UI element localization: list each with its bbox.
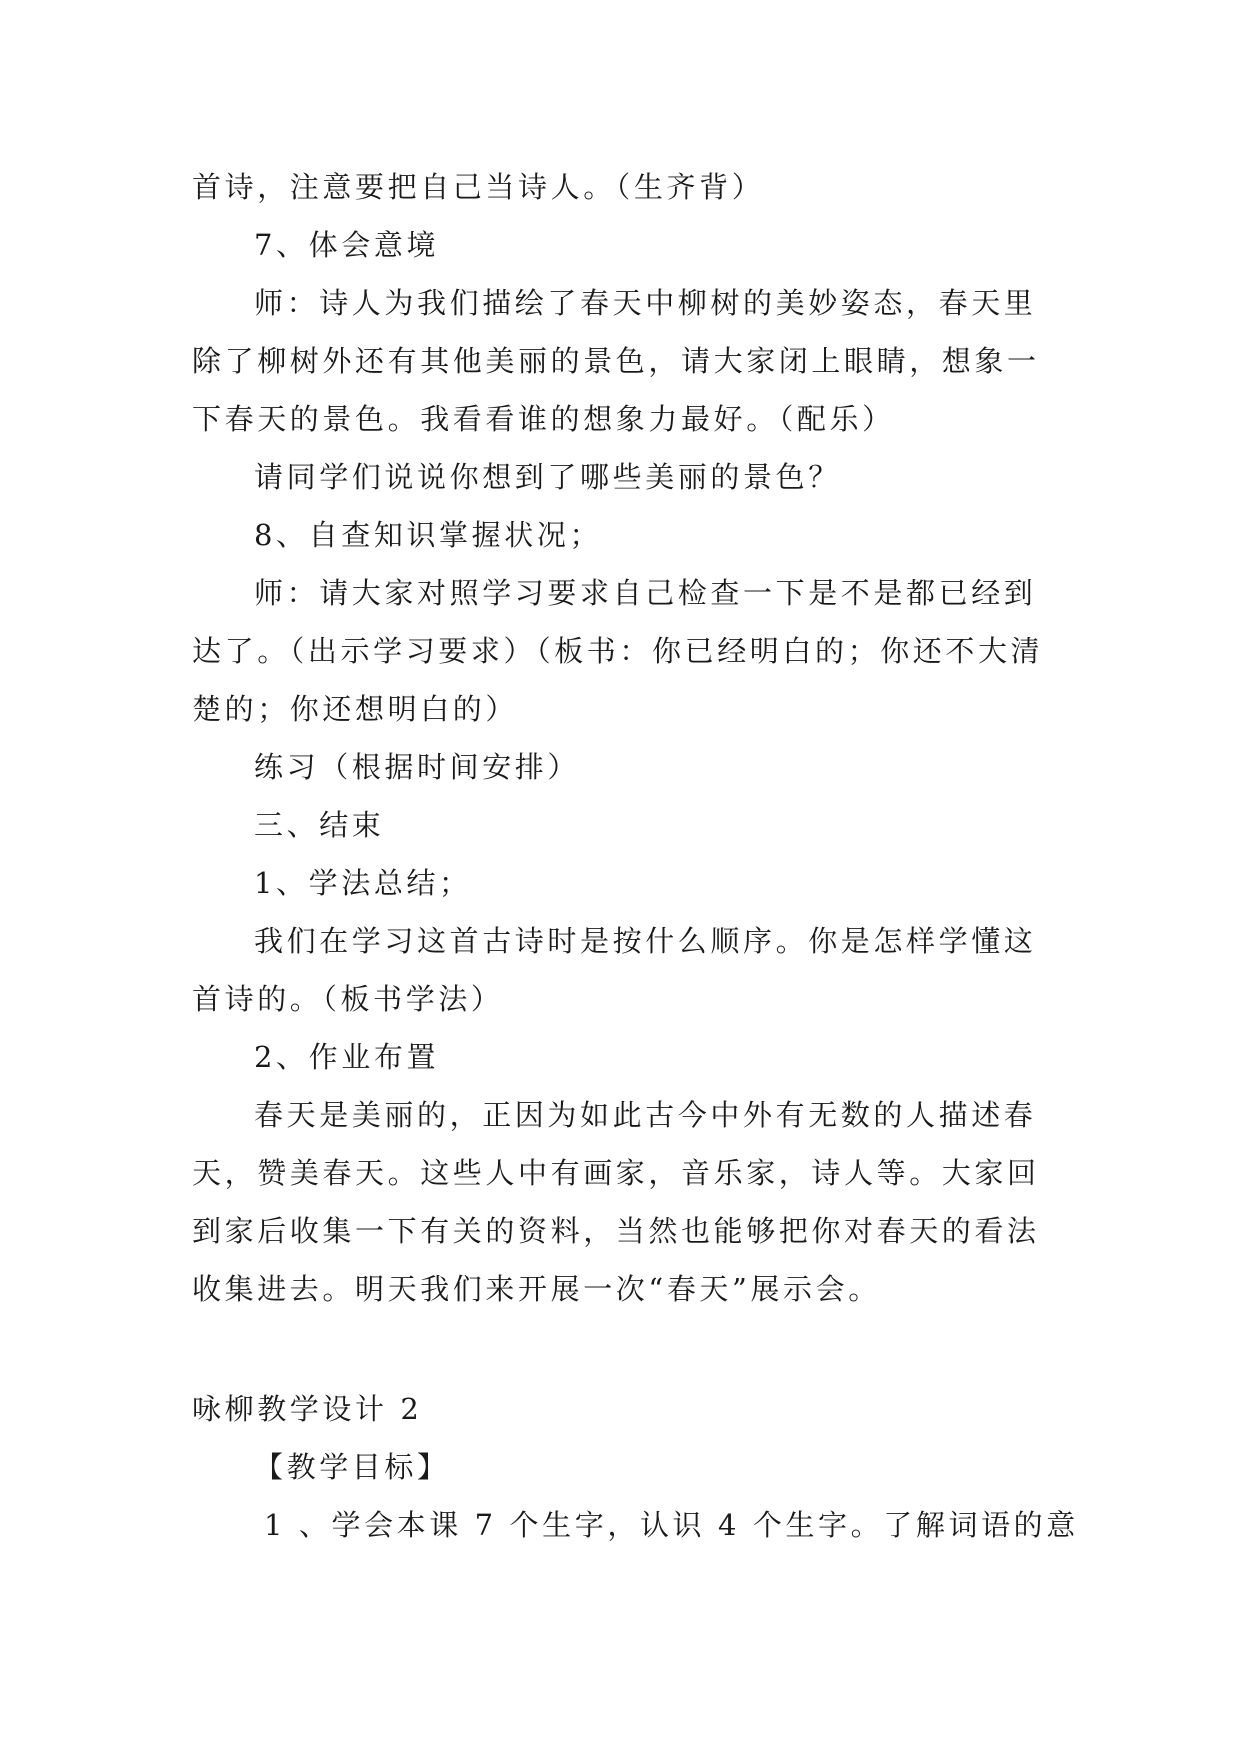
text-line: 8、自查知识掌握状况；	[254, 518, 603, 552]
text-line: 下春天的景色。我看看谁的想象力最好。（配乐）	[192, 402, 895, 436]
text-line: 除了柳树外还有其他美丽的景色，请大家闭上眼睛，想象一	[192, 344, 1040, 378]
section-title: 咏柳教学设计 2	[192, 1392, 423, 1426]
text-line: 天，赞美春天。这些人中有画家，音乐家，诗人等。大家回	[192, 1156, 1040, 1190]
text-line: 首诗，注意要把自己当诗人。（生齐背）	[192, 170, 765, 204]
paragraph-gap	[192, 1318, 1052, 1374]
objective-item: 1 、学会本课 7 个生字，认识 4 个生字。了解词语的意	[264, 1508, 1079, 1542]
text-line: 1、学法总结；	[254, 866, 472, 900]
objectives-heading: 【教学目标】	[254, 1450, 450, 1484]
text-line: 收集进去。明天我们来开展一次“春天”展示会。	[192, 1272, 881, 1306]
text-line: 春天是美丽的，正因为如此古今中外有无数的人描述春	[254, 1098, 1037, 1132]
text-line: 到家后收集一下有关的资料，当然也能够把你对春天的看法	[192, 1214, 1040, 1248]
text-line: 师：诗人为我们描绘了春天中柳树的美妙姿态，春天里	[254, 286, 1037, 320]
text-line: 请同学们说说你想到了哪些美丽的景色？	[254, 460, 841, 494]
section-heading: 三、结束	[254, 808, 385, 842]
text-line: 我们在学习这首古诗时是按什么顺序。你是怎样学懂这	[254, 924, 1037, 958]
document-body	[192, 158, 1079, 1554]
text-line: 楚的；你还想明白的）	[192, 692, 519, 726]
text-line: 首诗的。（板书学法）	[192, 982, 504, 1016]
text-line: 达了。（出示学习要求）（板书：你已经明白的；你还不大清	[192, 634, 1044, 668]
text-line: 7、体会意境	[254, 228, 440, 262]
text-line: 练习（根据时间安排）	[254, 750, 581, 784]
text-line: 2、作业布置	[254, 1040, 440, 1074]
text-line: 师：请大家对照学习要求自己检查一下是不是都已经到	[254, 576, 1037, 610]
